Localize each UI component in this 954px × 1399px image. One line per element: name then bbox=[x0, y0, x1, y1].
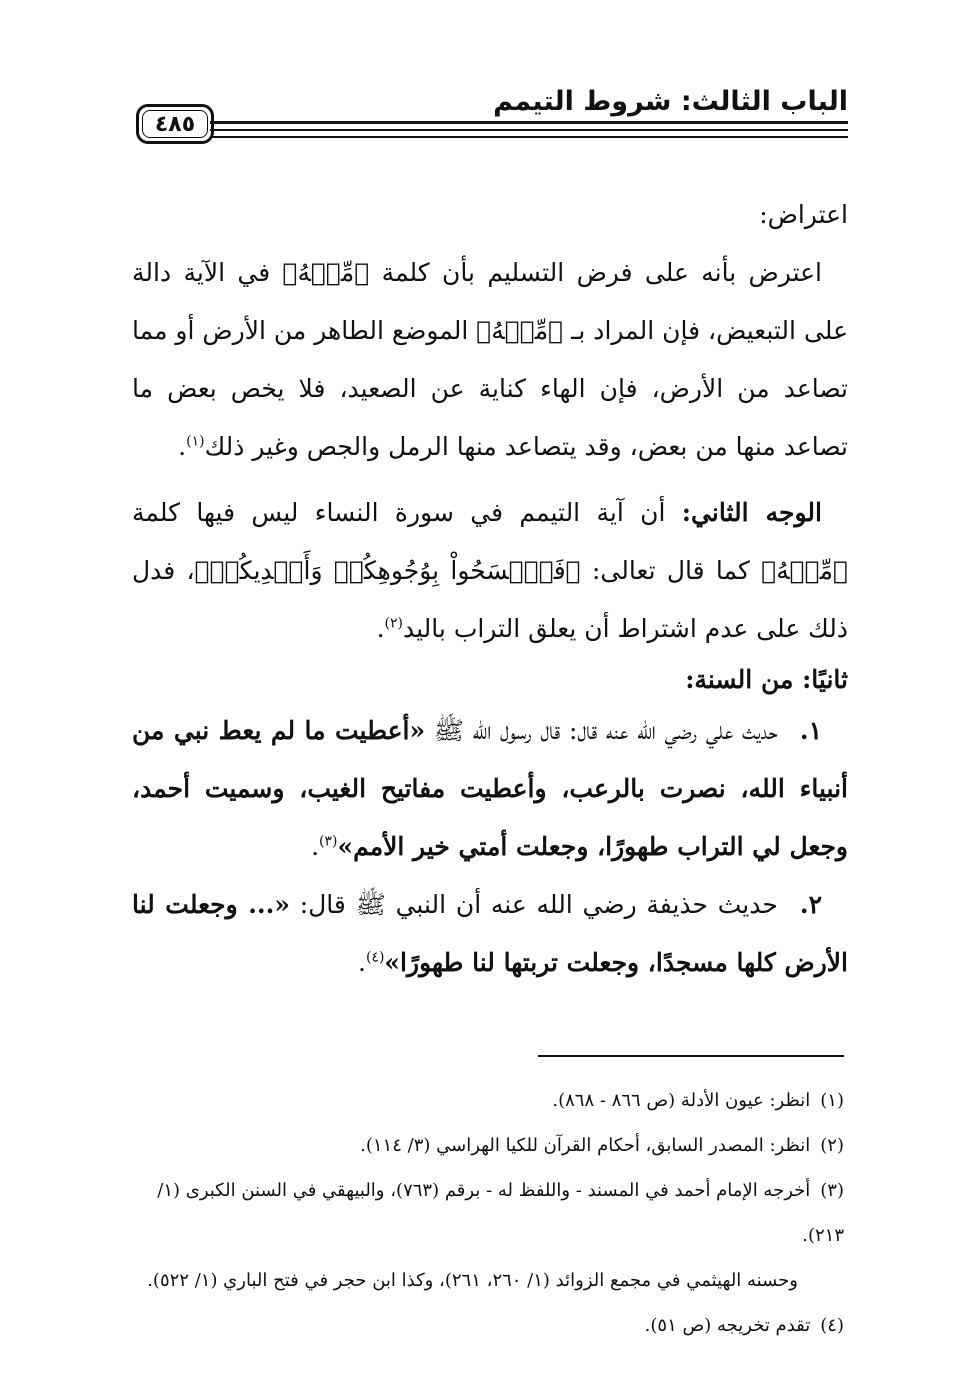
second-argument-label: الوجه الثاني: bbox=[681, 498, 822, 527]
footnote-ref: (١) bbox=[186, 433, 205, 450]
footnote-label: (٤) bbox=[820, 1315, 844, 1336]
footnote-text: تقدم تخريجه (ص ٥١). bbox=[644, 1315, 811, 1336]
item-number: ١. bbox=[799, 716, 822, 745]
footnote-ref: (٤) bbox=[365, 949, 385, 966]
footnote-continuation: وحسنه الهيثمي في مجمع الزوائد (١/ ٢٦٠، ٢٦١)، وكذا ابن حجر في فتح الباري (١/ ٥٢٢). bbox=[147, 1270, 798, 1291]
second-argument-text: أن آية التيمم في سورة النساء ليس فيها كلمة ﴿مِّنۡهُ﴾ كما قال تعالى: ﴿فَٱمۡسَحُواْ بِوُجُوهِكُمۡ وَأَيۡدِيكُمۡ﴾، فدل ذلك على عدم اشتراط أن يعلق التراب باليد bbox=[132, 498, 848, 643]
page-number-frame bbox=[136, 104, 214, 144]
header-rule bbox=[210, 121, 848, 124]
footnote-label: (١) bbox=[820, 1090, 844, 1111]
footnote bbox=[124, 1168, 844, 1258]
second-argument-paragraph: الوجه الثاني: أن آية التيمم في سورة النساء ليس فيها كلمة ﴿مِّنۡهُ﴾ كما قال تعالى: ﴿فَٱمۡسَحُواْ بِوُجُوهِكُمۡ وَأَيۡدِيكُمۡ﴾، فدل ذلك على عدم اشتراط أن يعلق التراب باليد$^{(٢)}$. bbox=[132, 498, 848, 643]
hadith-item: ٢.حديث حذيفة رضي الله عنه أن النبي ﷺ قال: «... وجعلت لنا الأرض كلها مسجدًا، وجعلت تربتها لنا طهورًا»$^{(٤)}$. bbox=[132, 890, 848, 977]
hadith-intro: حديث حذيفة رضي الله عنه أن النبي ﷺ قال: bbox=[299, 890, 778, 919]
objection-heading: اعتراض: bbox=[759, 200, 848, 229]
hadith-quote: «أعطيت ما لم يعط نبي من أنبياء الله، نصرت بالرعب، وأعطيت مفاتيح الغيب، وسميت أحمد، وجعل لي التراب طهورًا، وجعلت أمتي خير الأمم» bbox=[132, 716, 848, 861]
objection-paragraph: اعترض بأنه على فرض التسليم بأن كلمة ﴿مِّنۡهُ﴾ في الآية دالة على التبعيض، فإن المراد بـ ﴿مِّنۡهُ﴾ الموضع الطاهر من الأرض أو مما تصاعد من الأرض، فإن الهاء كناية عن الصعيد، فلا يخص بعض ما تصاعد منها من بعض، وقد يتصاعد منها الرمل والجص وغير ذلك$^{(١)}$. bbox=[132, 258, 848, 461]
footnote-text: انظر: المصدر السابق، أحكام القرآن للكيا الهراسي (٣/ ١١٤). bbox=[360, 1135, 811, 1156]
footnote bbox=[124, 1303, 844, 1348]
footnote-text: أخرجه الإمام أحمد في المسند - واللفظ له - برقم (٧٦٣)، والبيهقي في السنن الكبرى (١/ ٢١٣). bbox=[157, 1180, 844, 1246]
footnotes bbox=[124, 1078, 844, 1348]
hadith-item: ١.حديث علي رضي الله عنه قال: قال رسول الله ﷺ «أعطيت ما لم يعط نبي من أنبياء الله، نصرت بالرعب، وأعطيت مفاتيح الغيب، وسميت أحمد، وجعل لي التراب طهورًا، وجعلت أمتي خير الأمم»$^{(٣)}$. bbox=[132, 716, 848, 861]
footnote-label: (٣) bbox=[820, 1180, 844, 1201]
footnote-label: (٢) bbox=[820, 1135, 844, 1156]
hadith-intro: حديث علي رضي الله عنه قال: قال رسول الله ﷺ bbox=[433, 716, 778, 745]
footnote-ref: (٢) bbox=[384, 615, 404, 632]
footnote bbox=[124, 1123, 844, 1168]
footnote-ref: (٣) bbox=[319, 833, 338, 850]
running-title: الباب الثالث: شروط التيمم bbox=[493, 86, 848, 117]
hadith-quote: «... وجعلت لنا الأرض كلها مسجدًا، وجعلت تربتها لنا طهورًا» bbox=[132, 890, 848, 977]
page-number: ٤٨٥ bbox=[154, 111, 196, 137]
page-header bbox=[136, 84, 848, 146]
footnote-separator bbox=[538, 1055, 844, 1057]
header-rule bbox=[210, 129, 848, 131]
sunnah-heading: ثانيًا: من السنة: bbox=[685, 665, 848, 694]
item-number: ٢. bbox=[799, 890, 822, 919]
objection-text: اعترض بأنه على فرض التسليم بأن كلمة ﴿مِّنۡهُ﴾ في الآية دالة على التبعيض، فإن المراد بـ ﴿مِّنۡهُ﴾ الموضع الطاهر من الأرض أو مما تصاعد من الأرض، فإن الهاء كناية عن الصعيد، فلا يخص بعض ما تصاعد منها من بعض، وقد يتصاعد منها الرمل والجص وغير ذلك bbox=[132, 258, 848, 461]
header-rule bbox=[210, 136, 848, 138]
footnote-text: انظر: عيون الأدلة (ص ٨٦٦ - ٨٦٨). bbox=[552, 1090, 811, 1111]
main-text bbox=[132, 186, 848, 992]
footnote bbox=[124, 1078, 844, 1123]
